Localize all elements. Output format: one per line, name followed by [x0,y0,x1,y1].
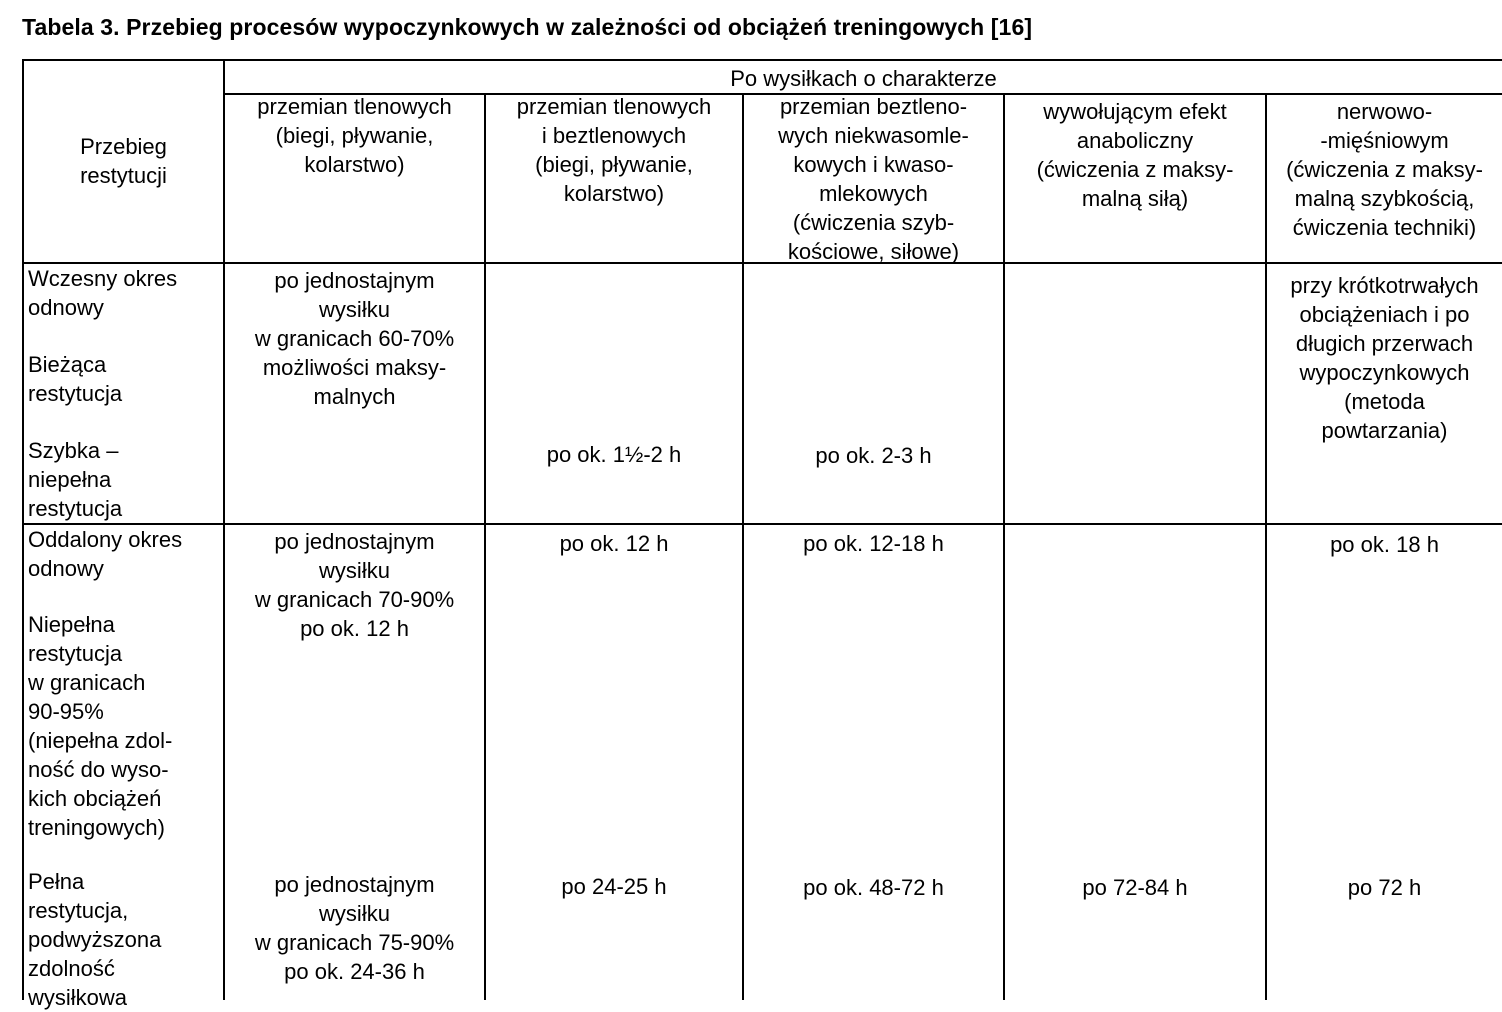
table-top-border [22,59,1502,61]
row2-cell-anaerobic-early: po ok. 12-18 h [803,531,944,556]
row2-cell-aerobic-anaerobic-early: po ok. 12 h [559,531,669,556]
row2-cell-anabolic-full: po 72-84 h [1082,875,1188,900]
row2-label-incomplete: Niepełna restytucja w granicach 90-95% (niepełna zdol- ność do wyso- kich obciążeń treningowych) [28,612,173,840]
row-divider [22,523,1502,525]
row1-cell-neuromuscular: przy krótkotrwałych obciążeniach i po długich przerwach wypoczynkowych (metoda powtarzania) [1290,273,1479,443]
row2-label-full: Pełna restytucja, podwyższona zdolność wysiłkowa [28,869,162,1010]
group-header-label: Po wysiłkach o charakterze [730,66,997,91]
table-caption: Tabela 3. Przebieg procesów wypoczynkowych w zależności od obciążeń treningowych [16] [22,14,1033,40]
column-header-3: przemian beztleno- wych niekwasomle- kowych i kwaso- mlekowych (ćwiczenia szyb- kościowe, siłowe) [778,94,969,264]
column-header-2: przemian tlenowych i beztlenowych (biegi, pływanie, kolarstwo) [516,94,712,206]
row2-cell-aerobic-early: po jednostajnym wysiłku w granicach 70-90% po ok. 12 h [254,529,455,641]
row-header-label: Przebieg restytucji [80,134,167,188]
row1-label-period: Wczesny okres odnowy [28,266,178,320]
column-header-4: wywołującym efekt anaboliczny (ćwiczenia z maksy- malną siłą) [1036,99,1234,211]
column-header-1: przemian tlenowych (biegi, pływanie, kolarstwo) [257,94,452,177]
row2-cell-anaerobic-full: po ok. 48-72 h [803,875,944,900]
row1-cell-aerobic: po jednostajnym wysiłku w granicach 60-70% możliwości maksy- malnych [254,268,455,409]
row2-cell-aerobic-anaerobic-full: po 24-25 h [561,874,667,899]
table-left-border [22,59,24,1000]
row2-cell-aerobic-full: po jednostajnym wysiłku w granicach 75-90% po ok. 24-36 h [254,872,455,984]
col-divider-3 [1003,93,1005,1000]
row1-cell-anaerobic: po ok. 2-3 h [815,443,932,468]
row1-label-fast: Szybka – niepełna restytucja [28,438,123,521]
row2-cell-neuromuscular-early: po ok. 18 h [1330,532,1439,557]
row1-cell-aerobic-anaerobic: po ok. 1½-2 h [546,442,682,467]
row1-label-current: Bieżąca restytucja [28,352,123,406]
row2-label-period: Oddalony okres odnowy [28,527,183,581]
row2-cell-neuromuscular-full: po 72 h [1347,875,1422,900]
column-header-5: nerwowo- -mięśniowym (ćwiczenia z maksy- malną szybkością, ćwiczenia techniki) [1286,99,1483,240]
